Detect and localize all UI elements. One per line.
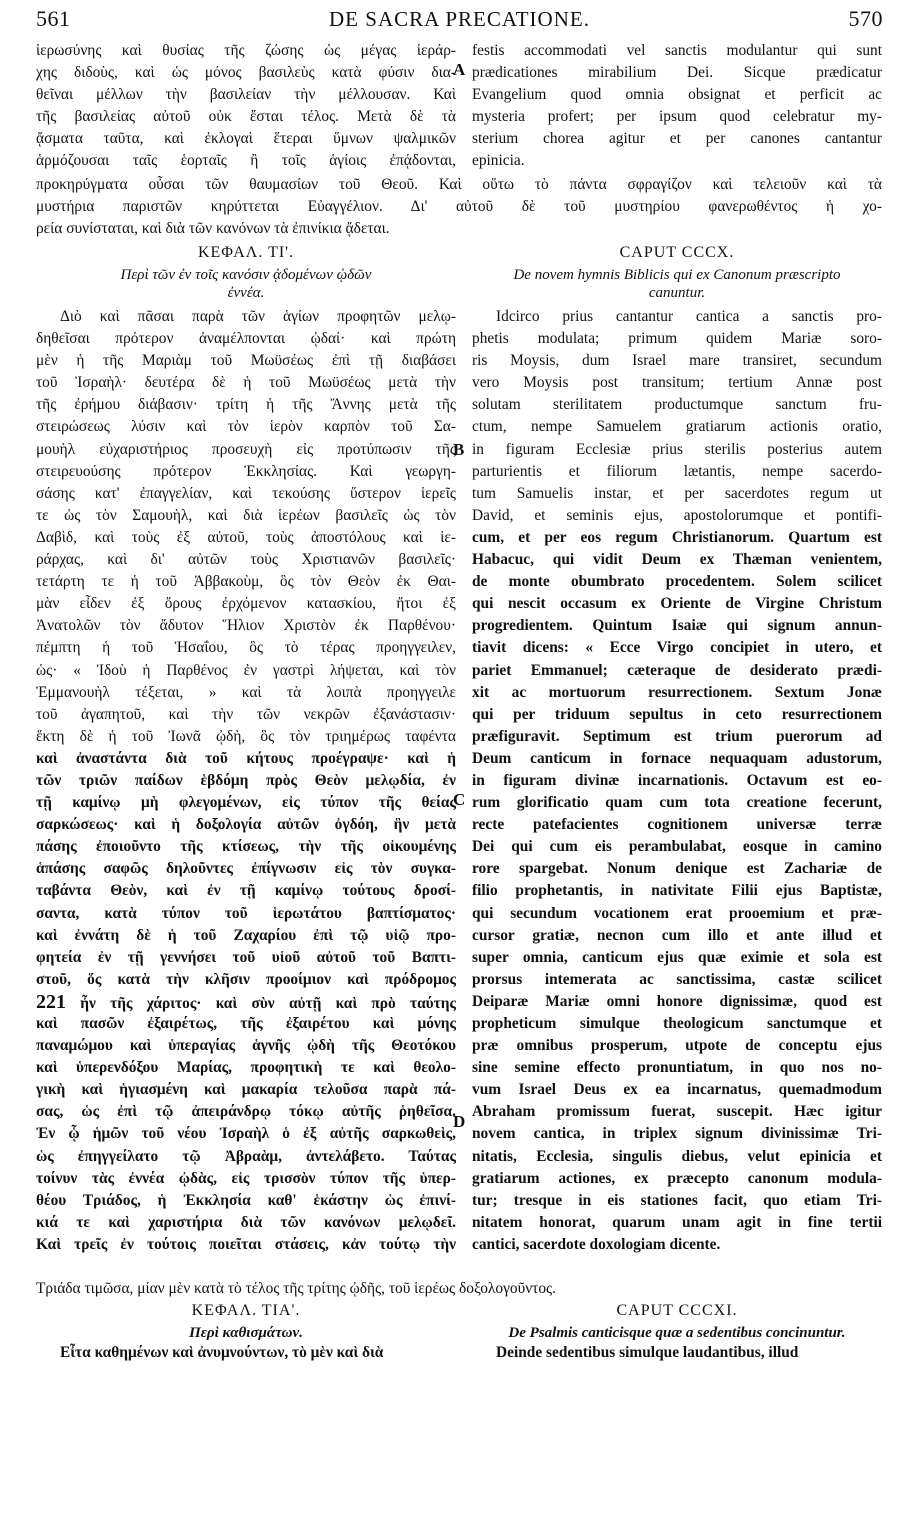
greek-top-line: ἱερωσύνης καὶ θυσίας τῆς ζώσης ὡς μέγας ἱεράρ- [36,42,456,59]
full-top-line: προκηρύγματα οὖσαι τῶν θαυμασίων τοῦ Θεοῦ. Καὶ οὕτω τὸ πάντα σφραγίζον καὶ τελειοῦν καὶ τὰ [36,176,882,193]
latin-text-311: Deinde sedentibus simulque laudantibus, illud [496,1344,799,1361]
latin-body-line: pariet Emmanuel; cæteraque de desiderato prædi- [472,661,882,679]
margin-letter-d: D [453,1112,466,1131]
greek-chapter-heading-311: ΚΕΦΑΛ. ΤΙΑ'. [191,1302,301,1319]
latin-chapter-subtitle-cont: canuntur. [648,285,706,301]
greek-body-line: παναμώμου καὶ ὑπεραγίας ἁγνῆς ᾠδὴ τῆς Θεοτόκου [36,1037,456,1055]
greek-body-line [36,991,456,1013]
latin-body-line: cantici, sacerdote doxologiam dicente. [472,1235,721,1253]
greek-column-body [36,306,456,1256]
page-number-right: 570 [848,6,883,31]
margin-letter-c: C [453,790,466,809]
latin-top-line: prædicationes mirabilium Dei. Sicque prædicatur [472,64,882,82]
latin-body-line: Deum canticum in fornace nequaquam adustorum, [472,749,882,767]
full-width-text-top [36,174,882,240]
chapter-310-greek-heading-block [36,244,456,302]
greek-body-line: στειρώσεως λύσιν καὶ τὸν ἱερὸν καρπὸν τοῦ Σα- [36,418,456,436]
latin-body-line: propheticum simulque theologicum sanctumque et [472,1015,882,1032]
latin-body-line: prorsus intemerata ac sanctissima, castæ scilicet [472,970,882,988]
greek-body-line: κιά τε καὶ χαριστήρια διὰ τῶν κανόνων μελῳδεῖ. [36,1213,456,1231]
greek-body-line: ράρχας, καὶ δι' αὐτῶν τοὺς Χριστιανῶν βασιλεῖς· [36,551,456,569]
full-width-line: Τριάδα τιμῶσα, μίαν μὲν κατὰ τὸ τέλος τῆς τρίτης ᾠδῆς, τοῦ ἱερέως δοξολογοῦντος. [36,1280,556,1297]
greek-body-line: δηθεῖσαι πρότερον ἀναμέλπονται ᾠδαί· καὶ πρώτη [36,330,456,348]
margin-letter-b: B [453,440,465,459]
latin-body-line: cum, et per eos regum Christianorum. Quartum est [472,528,882,546]
page-number-left: 561 [36,6,71,31]
greek-body-line: ταβάντα Θεὸν, καὶ ἐν τῇ καμίνῳ τούτους δροσί- [36,882,456,900]
greek-column-top [36,40,456,173]
latin-body-line: filio prophetantis, in nativitate Filii ejus Baptistæ, [472,882,882,900]
chapter-310-latin-heading-block [472,244,882,302]
column-number: 221 [36,990,66,1013]
latin-body-line: ctum, nempe Samuelem gratiarum actionis oratio, [472,418,882,436]
greek-body-line: σαρκώσεως· καὶ ἡ δοξολογία αὐτῶν ὀγδόη, ἣν μετὰ [36,816,456,834]
latin-column-top [472,40,882,173]
greek-body-line: τῆς ἐρήμου διάβασιν· τρίτη ἡ τῆς Ἄννης μετὰ τῆς [36,396,456,414]
greek-body-line: Ἀνατολῶν τὸν ἄδυτον Ἥλιον Χριστὸν ἐκ Παρθένου· [36,617,456,635]
greek-body-line: καὶ πασῶν ἐξαιρέτως, τῆς ἐξαιρέτου καὶ μόνης [36,1015,456,1032]
greek-body-line: μὲν ἡ τῆς Μαριὰμ τοῦ Μωϋσέως ἐπὶ τῇ διαβάσει [36,352,456,370]
latin-top-line: Evangelium quod omnia obsignat et perficit ac [472,86,882,104]
latin-top-line: festis accommodati vel sanctis modulantur qui sunt [472,42,882,59]
latin-body-line: gratiarum actiones, ex præcepto canonum modula- [472,1169,882,1187]
greek-top-line: ᾄσματα ταῦτα, καὶ ἐκλογαὶ ἕτεραι ὕμνων ψαλμικῶν [36,130,456,148]
greek-chapter-subtitle-cont: ἐννέα. [227,285,265,301]
greek-body-line: ὡς ἐπηγγείλατο τῷ Ἀβραὰμ, ἀντελάβετο. Ταύτας [36,1147,456,1165]
greek-body-line: πάσης ἐποιοῦντο τῆς κτίσεως, τὴν τῆς οἰκουμένης [36,838,456,856]
latin-top-line: mysteria profert; per ipsum quod celebratur my- [472,108,882,126]
latin-body-line: ris Moysis, dum Israel mare transiret, secundum [472,352,882,370]
greek-body-line: τε ὡς τὸν Σαμουὴλ, καὶ διὰ ἱερέων βασιλεῖς ὡς τὸν [36,506,456,524]
greek-body-line: σάσης κατ' ἐπαγγελίαν, καὶ τεκούσης ὕστερον ἱερεῖς [36,484,456,502]
latin-body-line: vero Moysis post transitum; tertium Annæ post [472,374,882,392]
greek-body-line: πέμπτη ἡ τοῦ Ἡσαΐου, ὃς τὸ τέρας προηγγειλεν, [36,639,456,657]
latin-body-line: de monte obumbrato procedentem. Solem scilicet [472,573,882,591]
greek-body-line: τῇ καμίνῳ μὴ φλεγομένων, εἰς τύπον τῆς θείας [36,794,456,812]
greek-body-line: φητεία ἐν τῇ γεννήσει τοῦ υἱοῦ αὐτοῦ τοῦ Βαπτι- [36,948,456,966]
greek-body-line: σας, ὡς ἐπὶ τῷ ἀπειράνδρῳ τόκῳ αὐτῆς ῥηθεῖσα. [36,1103,456,1121]
margin-letter-a: A [453,60,466,79]
page-header [36,6,883,36]
latin-body-line: qui secundum vocationem erat prooemium et præ- [472,904,882,922]
latin-body-line: in figuram divinæ incarnationis. Octavum est eo- [472,771,882,789]
chapter-311-latin-block [472,1302,882,1364]
greek-body-line: ἁπάσης σαφῶς δηλοῦντες ἐπίγνωσιν εἰς τὸν συγκα- [36,860,456,878]
greek-text-311: Εἶτα καθημένων καὶ ἀνυμνούντων, τὸ μὲν καὶ διὰ [60,1344,384,1361]
latin-body-line: recte patefacientes cognitionem universæ terræ [472,816,882,834]
greek-body-line: τοῦ Ἰσραὴλ· δευτέρα δὲ ἡ τοῦ Μωϋσέως μετὰ τὴν [36,374,456,392]
latin-body-line: nitatem honorat, quarum unam agit in fine tertii [472,1213,882,1231]
greek-body-line-text: ἦν τῆς χάριτος· καὶ σὺν αὐτῇ καὶ πρὸ ταύτης [80,994,456,1012]
latin-body-line: super omnia, canticum ejus quæ eximie et sola est [472,948,882,966]
latin-body-line: præ omnibus prosperum, utpote de conceptu ejus [472,1037,882,1055]
chapter-311-greek-block [36,1302,456,1364]
greek-body-line: καὶ ἀναστάντα διὰ τοῦ κήτους προέγραψε· καὶ ἡ [36,749,456,767]
greek-body-line: τοίνυν τὰς ἐννέα ᾠδὰς, εἰς τρισσὸν τύπον τῆς ὑπερ- [36,1169,456,1187]
latin-top-line: epinicia. [472,152,525,170]
latin-body-line: rum glorificatio quam cum tota creatione fecerunt, [472,794,882,812]
greek-body-line: καὶ ἐννάτη δὲ ἡ τοῦ Ζαχαρίου ἐπὶ τῷ υἱῷ προ- [36,926,456,944]
latin-body-line: novem cantica, in triplex signum divinissimæ Tri- [472,1125,882,1143]
latin-body-line: sine semine effecto pronuntiatum, in quo nos no- [472,1059,882,1077]
latin-body-line: Deiparæ Mariæ omni honore dignissimæ, quod est [472,992,882,1010]
greek-body-line: σαντα, κατὰ τύπον τοῦ ἱερωτάτου βαπτίσματος· [36,904,456,922]
greek-body-line: στειρευούσης πρότερον Ἐκκλησίας. Καὶ γεωργη- [36,462,456,480]
full-top-line: ρεία συνίσταται, καὶ διὰ τῶν κανόνων τὰ ἐπινίκια ᾄδεται. [36,220,390,238]
latin-body-line: xit ac mortuorum resurrectionem. Sextum Jonæ [472,683,882,701]
greek-body-line: ἕκτη δὲ ἡ τοῦ Ἰωνᾶ ᾠδὴ, ὃς τὸν τριημέρως ταφέντα [36,727,456,745]
latin-body-line: Habacuc, qui vidit Deum ex Thæman venientem, [472,551,882,569]
running-title: DE SACRA PRECATIONE. [329,7,590,31]
greek-body-line: μὰν εἶδεν ἐξ ὄρους ἐρχόμενον κατασκίου, ἤτοι ἐξ [36,595,456,613]
latin-column-body [472,306,882,1256]
latin-body-line: Abraham promissum fuerat, suscepit. Hæc igitur [472,1103,882,1121]
latin-chapter-subtitle: De novem hymnis Biblicis qui ex Canonum præscripto [513,267,841,283]
greek-chapter-subtitle: Περὶ τῶν ἐν τοῖς κανόσιν ᾀδομένων ᾠδῶν [120,267,372,283]
latin-body-line: phetis modulata; primum quidem Mariæ soro- [472,330,882,348]
greek-top-line: ἁρμόζουσαι ταῖς ἑορταῖς ἢ τοῖς ἁγίοις ἐπᾴδονται, [36,152,456,170]
latin-top-line: sterium chorea agitur et per canones cantantur [472,130,882,148]
greek-body-line: Δαβὶδ, καὶ τοὺς ἐξ αὐτοῦ, τοὺς ἀποστόλους καὶ ἱε- [36,528,456,546]
latin-body-line: tum Samuelis instar, et per sacerdotes regum ut [472,484,882,502]
greek-body-line: τῶν τριῶν παίδων ἑβδόμη πρὸς Θεὸν μελῳδία, ἐν [36,771,456,789]
latin-body-line: David, et seminis ejus, apostolorumque et pontifi- [472,506,882,524]
latin-body-line: in figuram Ecclesiæ prius sterilis posterius autem [472,440,882,458]
latin-body-line: solutam sterilitatem productumque sanctum fru- [472,396,882,414]
greek-chapter-heading: ΚΕΦΑΛ. ΤΙ'. [197,244,295,261]
greek-body-line: γικὴ καὶ ἡγιασμένη καὶ μακαρία τελοῦσα παρὰ πά- [36,1081,456,1099]
latin-chapter-heading: CAPUT CCCX. [619,244,735,261]
latin-body-line: qui nescit occasum ex Oriente de Virgine Christum [472,595,882,613]
greek-top-line: θεῖναι μέλλων τὴν βασιλείαν τὴν μέλλουσαν. Καὶ [36,86,456,104]
latin-body-line: qui per triduum sepultus in ceto resurrectionem [472,705,882,723]
latin-body-line: nitatis, Ecclesia, singulis diebus, velut epinicia et [472,1147,882,1165]
greek-chapter-subtitle-311: Περὶ καθισμάτων. [189,1325,303,1341]
latin-body-line: rore spargebat. Nonum denique est Zachariæ de [472,860,882,878]
full-width-text-bottom [36,1278,882,1300]
greek-body-line: Ἐμμανουὴλ τέξεται, » καὶ τὰ λοιπὰ προηγγειλε [36,683,456,701]
greek-body-line: Ἐν ᾧ ἡμῶν τοῦ νέου Ἰσραὴλ ὁ ἐξ αὐτῆς σαρκωθεὶς, [36,1125,456,1143]
greek-body-line: Καὶ τρεῖς ἐν τούτοις ποιεῖται στάσεις, κἀν τούτῳ τὴν [36,1235,456,1253]
greek-body-line: μουὴλ εὐχαριστήριος προσευχὴ εἰς προτύπωσιν τῆς [36,440,456,458]
latin-body-line: præfiguravit. Septimum est trium puerorum ad [472,727,882,745]
latin-body-line: tiavit dicens: « Ecce Virgo concipiet in utero, et [472,639,882,657]
greek-body-line: τετάρτη τε ἡ τοῦ Ἀββακοὺμ, ὃς τὸν Θεὸν ἐκ Θαι- [36,573,456,591]
latin-body-line: tur; tresque in eis stationes facit, quo etiam Tri- [472,1191,882,1209]
latin-chapter-subtitle-311: De Psalmis canticisque quæ a sedentibus concinuntur. [508,1325,846,1341]
full-top-line: μυστήρια παριστῶν κηρύττεται Εὐαγγέλιον. Δι' αὐτοῦ δὲ τοῦ μυστηρίου φανερωθέντος ἡ χο- [36,198,882,216]
latin-body-line: Idcirco prius cantantur cantica a sanctis pro- [496,308,882,325]
latin-body-line: cursor gratiæ, necnon cum illo et ante illud et [472,926,882,944]
latin-chapter-heading-311: CAPUT CCCXI. [616,1302,738,1319]
greek-top-line: χης διδοὺς, καὶ ὡς μόνος βασιλεὺς κατὰ φύσιν δια- [36,64,456,82]
greek-body-line: καὶ ὑπερενδόξου Μαρίας, προφητικὴ τε καὶ θεολο- [36,1059,456,1077]
latin-body-line: Dei qui cum eis perambulabat, eosque in camino [472,838,882,856]
latin-body-line: vum Israel Deus ex ea incarnatus, quemadmodum [472,1081,882,1099]
latin-body-line: parturientis et filiorum lætantis, nempe sacerdo- [472,462,882,480]
greek-top-line: τῆς βασιλείας αὐτοῦ οὐκ ἔσται τέλος. Μετὰ δὲ τὰ [36,108,456,126]
latin-body-line: progredientem. Quintum Isaiæ qui signum annun- [472,617,882,635]
greek-body-line: ὡς· « Ἰδοὺ ἡ Παρθένος ἐν γαστρὶ λήψεται, καὶ τὸν [36,661,456,679]
greek-body-line: στοῦ, ὅς κατὰ τὴν κλῆσιν προοίμιον καὶ πρόδρομος [36,970,456,988]
greek-body-line: τοῦ ἀγαπητοῦ, καὶ τὴν τῶν νεκρῶν ἐξανάστασιν· [36,705,456,723]
greek-body-line: θέου Τριάδος, ἡ Ἐκκλησία καθ' ἑκάστην ὡς ἐπινί- [36,1191,456,1209]
greek-body-line: Διὸ καὶ πᾶσαι παρὰ τῶν ἁγίων προφητῶν μελῳ- [60,308,456,325]
